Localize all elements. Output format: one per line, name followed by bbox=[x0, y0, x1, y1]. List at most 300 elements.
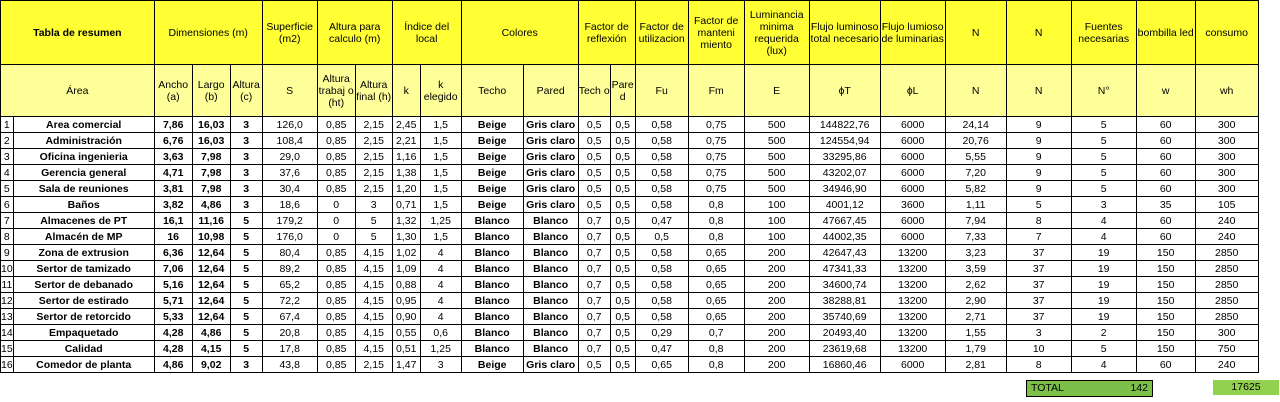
table-cell[interactable]: 0,58 bbox=[635, 245, 688, 261]
table-cell[interactable]: 30,4 bbox=[262, 181, 317, 197]
table-cell[interactable]: 0,85 bbox=[317, 133, 355, 149]
table-cell[interactable]: 0,85 bbox=[317, 117, 355, 133]
table-cell[interactable]: 35 bbox=[1136, 197, 1195, 213]
table-cell[interactable]: 5,71 bbox=[154, 293, 192, 309]
table-cell[interactable]: 9,02 bbox=[192, 357, 230, 373]
area-name-cell[interactable]: Sertor de debanado bbox=[13, 277, 154, 293]
table-cell[interactable]: 124554,94 bbox=[809, 133, 880, 149]
table-cell[interactable]: 126,0 bbox=[262, 117, 317, 133]
table-cell[interactable]: 19 bbox=[1071, 293, 1136, 309]
table-cell[interactable]: 0,7 bbox=[578, 261, 610, 277]
table-cell[interactable]: 13200 bbox=[880, 341, 945, 357]
table-cell[interactable]: 0,85 bbox=[317, 357, 355, 373]
table-cell[interactable]: 43202,07 bbox=[809, 165, 880, 181]
area-name-cell[interactable]: Sertor de estirado bbox=[13, 293, 154, 309]
table-cell[interactable]: 20493,40 bbox=[809, 325, 880, 341]
table-cell[interactable]: 0,58 bbox=[635, 181, 688, 197]
table-cell[interactable]: 1,16 bbox=[392, 149, 420, 165]
table-cell[interactable]: 12,64 bbox=[192, 309, 230, 325]
table-cell[interactable]: Blanco bbox=[523, 341, 578, 357]
table-cell[interactable]: 89,2 bbox=[262, 261, 317, 277]
table-cell[interactable]: 43,8 bbox=[262, 357, 317, 373]
area-name-cell[interactable]: Gerencia general bbox=[13, 165, 154, 181]
table-cell[interactable]: 1,25 bbox=[420, 213, 461, 229]
table-cell[interactable]: 19 bbox=[1071, 277, 1136, 293]
table-cell[interactable]: 105 bbox=[1195, 197, 1258, 213]
table-cell[interactable]: 2,15 bbox=[355, 117, 392, 133]
table-cell[interactable]: 2 bbox=[1071, 325, 1136, 341]
table-cell[interactable]: 3 bbox=[420, 357, 461, 373]
table-cell[interactable]: 4,15 bbox=[192, 341, 230, 357]
table-cell[interactable]: 33295,86 bbox=[809, 149, 880, 165]
table-cell[interactable]: 0,85 bbox=[317, 277, 355, 293]
table-cell[interactable]: 60 bbox=[1136, 117, 1195, 133]
group-factor-utilizacion[interactable]: Factor de utilizacion bbox=[635, 1, 688, 65]
table-cell[interactable]: 0,75 bbox=[688, 133, 744, 149]
table-cell[interactable]: 4,28 bbox=[154, 325, 192, 341]
table-cell[interactable]: 0 bbox=[317, 229, 355, 245]
sub-s[interactable]: S bbox=[262, 65, 317, 117]
table-cell[interactable]: 7,06 bbox=[154, 261, 192, 277]
table-cell[interactable]: 12,64 bbox=[192, 293, 230, 309]
table-cell[interactable]: 80,4 bbox=[262, 245, 317, 261]
sub-n-degree[interactable]: N° bbox=[1071, 65, 1136, 117]
table-cell[interactable]: 20,76 bbox=[945, 133, 1006, 149]
table-cell[interactable]: 0,65 bbox=[635, 357, 688, 373]
table-cell[interactable]: 7,33 bbox=[945, 229, 1006, 245]
table-cell[interactable]: 1,09 bbox=[392, 261, 420, 277]
table-cell[interactable]: 60 bbox=[1136, 357, 1195, 373]
table-cell[interactable]: 3,81 bbox=[154, 181, 192, 197]
table-cell[interactable]: 3 bbox=[230, 197, 262, 213]
table-cell[interactable]: Blanco bbox=[461, 213, 523, 229]
table-cell[interactable]: 60 bbox=[1136, 149, 1195, 165]
table-cell[interactable]: 0,5 bbox=[610, 181, 635, 197]
table-cell[interactable]: 1,79 bbox=[945, 341, 1006, 357]
table-cell[interactable]: 0,58 bbox=[635, 133, 688, 149]
table-cell[interactable]: 65,2 bbox=[262, 277, 317, 293]
table-cell[interactable]: 18,6 bbox=[262, 197, 317, 213]
table-cell[interactable]: 0,5 bbox=[610, 117, 635, 133]
table-cell[interactable]: 7,94 bbox=[945, 213, 1006, 229]
sub-w[interactable]: w bbox=[1136, 65, 1195, 117]
table-cell[interactable]: 500 bbox=[744, 181, 809, 197]
table-cell[interactable]: 0,5 bbox=[610, 197, 635, 213]
area-name-cell[interactable]: Zona de extrusion bbox=[13, 245, 154, 261]
table-cell[interactable]: 6000 bbox=[880, 357, 945, 373]
table-cell[interactable]: 6,76 bbox=[154, 133, 192, 149]
sub-k[interactable]: k bbox=[392, 65, 420, 117]
table-cell[interactable]: 6,36 bbox=[154, 245, 192, 261]
group-factor-mantenimiento[interactable]: Factor de manteni miento bbox=[688, 1, 744, 65]
table-cell[interactable]: 176,0 bbox=[262, 229, 317, 245]
table-cell[interactable]: 0,65 bbox=[688, 309, 744, 325]
group-n-2[interactable]: N bbox=[1006, 1, 1071, 65]
table-cell[interactable]: 5 bbox=[1071, 133, 1136, 149]
row-number-cell[interactable]: 13 bbox=[1, 310, 13, 323]
area-name-cell[interactable]: Almacén de MP bbox=[13, 229, 154, 245]
sub-techo[interactable]: Techo bbox=[461, 65, 523, 117]
table-cell[interactable]: 0,5 bbox=[610, 325, 635, 341]
sub-techo-reflexion[interactable]: Tech o bbox=[578, 65, 610, 117]
table-cell[interactable]: 0,5 bbox=[610, 277, 635, 293]
sub-phi-t[interactable]: ɸT bbox=[809, 65, 880, 117]
table-cell[interactable]: Blanco bbox=[461, 293, 523, 309]
table-cell[interactable]: 500 bbox=[744, 117, 809, 133]
table-cell[interactable]: 4 bbox=[420, 261, 461, 277]
table-cell[interactable]: 6000 bbox=[880, 149, 945, 165]
table-cell[interactable]: 20,8 bbox=[262, 325, 317, 341]
table-cell[interactable]: 19 bbox=[1071, 261, 1136, 277]
table-cell[interactable]: Blanco bbox=[523, 309, 578, 325]
table-cell[interactable]: 0,8 bbox=[688, 357, 744, 373]
row-number-cell[interactable]: 12 bbox=[1, 294, 13, 307]
table-cell[interactable]: 3 bbox=[230, 165, 262, 181]
table-cell[interactable]: 4 bbox=[1071, 357, 1136, 373]
table-cell[interactable]: 4 bbox=[420, 309, 461, 325]
table-cell[interactable]: 5 bbox=[230, 341, 262, 357]
table-cell[interactable]: 3 bbox=[230, 181, 262, 197]
row-number-cell[interactable]: 11 bbox=[1, 278, 13, 291]
table-cell[interactable]: 500 bbox=[744, 149, 809, 165]
table-cell[interactable]: 1,25 bbox=[420, 341, 461, 357]
table-cell[interactable]: 13200 bbox=[880, 325, 945, 341]
table-cell[interactable]: 16860,46 bbox=[809, 357, 880, 373]
table-cell[interactable]: Blanco bbox=[461, 261, 523, 277]
table-cell[interactable]: 13200 bbox=[880, 309, 945, 325]
table-cell[interactable]: Blanco bbox=[523, 229, 578, 245]
table-cell[interactable]: 44002,35 bbox=[809, 229, 880, 245]
table-cell[interactable]: 1,5 bbox=[420, 117, 461, 133]
area-name-cell[interactable]: Administración bbox=[13, 133, 154, 149]
row-number-cell[interactable]: 7 bbox=[1, 213, 14, 229]
table-cell[interactable]: 150 bbox=[1136, 245, 1195, 261]
table-cell[interactable]: 2,81 bbox=[945, 357, 1006, 373]
row-number-cell[interactable]: 10 bbox=[1, 262, 13, 275]
table-cell[interactable]: 0,5 bbox=[610, 261, 635, 277]
table-cell[interactable]: 300 bbox=[1195, 325, 1258, 341]
table-cell[interactable]: 42647,43 bbox=[809, 245, 880, 261]
table-cell[interactable]: 0,47 bbox=[635, 213, 688, 229]
table-cell[interactable]: 9 bbox=[1006, 181, 1071, 197]
group-indice-local[interactable]: Índice del local bbox=[392, 1, 461, 65]
group-superficie[interactable]: Superficie (m2) bbox=[262, 1, 317, 65]
table-cell[interactable]: 9 bbox=[1006, 117, 1071, 133]
table-cell[interactable]: 37 bbox=[1006, 261, 1071, 277]
table-cell[interactable]: 5 bbox=[230, 229, 262, 245]
table-cell[interactable]: 2,62 bbox=[945, 277, 1006, 293]
table-cell[interactable]: 0,58 bbox=[635, 277, 688, 293]
sub-wh[interactable]: wh bbox=[1195, 65, 1258, 117]
table-cell[interactable]: 60 bbox=[1136, 229, 1195, 245]
table-cell[interactable]: 240 bbox=[1195, 357, 1258, 373]
table-cell[interactable]: 4,86 bbox=[192, 325, 230, 341]
table-cell[interactable]: Blanco bbox=[523, 277, 578, 293]
table-cell[interactable]: Blanco bbox=[461, 325, 523, 341]
table-cell[interactable]: 4,15 bbox=[355, 293, 392, 309]
table-cell[interactable]: 0,7 bbox=[578, 229, 610, 245]
table-cell[interactable]: 300 bbox=[1195, 165, 1258, 181]
table-cell[interactable]: 0,85 bbox=[317, 309, 355, 325]
table-cell[interactable]: 4,15 bbox=[355, 277, 392, 293]
table-cell[interactable]: 300 bbox=[1195, 149, 1258, 165]
table-cell[interactable]: 4 bbox=[420, 277, 461, 293]
sub-phi-l[interactable]: ɸL bbox=[880, 65, 945, 117]
table-cell[interactable]: 4,15 bbox=[355, 325, 392, 341]
table-cell[interactable]: 1,11 bbox=[945, 197, 1006, 213]
table-cell[interactable]: 0,5 bbox=[578, 133, 610, 149]
table-cell[interactable]: 240 bbox=[1195, 229, 1258, 245]
table-cell[interactable]: 60 bbox=[1136, 213, 1195, 229]
table-cell[interactable]: 300 bbox=[1195, 133, 1258, 149]
table-cell[interactable]: Gris claro bbox=[523, 181, 578, 197]
sub-fm[interactable]: Fm bbox=[688, 65, 744, 117]
table-cell[interactable]: 200 bbox=[744, 341, 809, 357]
table-cell[interactable]: 37 bbox=[1006, 245, 1071, 261]
table-cell[interactable]: 150 bbox=[1136, 309, 1195, 325]
table-cell[interactable]: 7 bbox=[1006, 229, 1071, 245]
table-cell[interactable]: 7,98 bbox=[192, 149, 230, 165]
row-number-cell[interactable]: 9 bbox=[1, 245, 14, 261]
table-cell[interactable]: Blanco bbox=[523, 245, 578, 261]
table-cell[interactable]: 1,5 bbox=[420, 181, 461, 197]
table-cell[interactable]: Blanco bbox=[461, 341, 523, 357]
row-number-cell[interactable]: 2 bbox=[1, 133, 14, 149]
table-cell[interactable]: 1,02 bbox=[392, 245, 420, 261]
table-cell[interactable]: 7,20 bbox=[945, 165, 1006, 181]
table-cell[interactable]: 0,65 bbox=[688, 277, 744, 293]
group-flujo-luminarias[interactable]: Flujo lumioso de luminarias bbox=[880, 1, 945, 65]
table-cell[interactable]: 4,28 bbox=[154, 341, 192, 357]
sub-altura-trabajo[interactable]: Altura trabaj o (ht) bbox=[317, 65, 355, 117]
table-cell[interactable]: 4 bbox=[420, 245, 461, 261]
group-n-1[interactable]: N bbox=[945, 1, 1006, 65]
row-number-cell[interactable]: 16 bbox=[1, 358, 13, 371]
table-cell[interactable]: 100 bbox=[744, 229, 809, 245]
table-cell[interactable]: 0,58 bbox=[635, 293, 688, 309]
table-cell[interactable]: Beige bbox=[461, 197, 523, 213]
table-cell[interactable]: 34600,74 bbox=[809, 277, 880, 293]
table-cell[interactable]: 1,32 bbox=[392, 213, 420, 229]
table-cell[interactable]: 0,47 bbox=[635, 341, 688, 357]
table-cell[interactable]: 5 bbox=[230, 213, 262, 229]
row-number-cell[interactable]: 4 bbox=[1, 165, 14, 181]
table-cell[interactable]: 2850 bbox=[1195, 293, 1258, 309]
table-cell[interactable]: 150 bbox=[1136, 277, 1195, 293]
table-cell[interactable]: 12,64 bbox=[192, 261, 230, 277]
total-cell[interactable] bbox=[1026, 380, 1153, 397]
table-cell[interactable]: 0,5 bbox=[578, 357, 610, 373]
table-cell[interactable]: 6000 bbox=[880, 117, 945, 133]
table-cell[interactable]: 5 bbox=[230, 245, 262, 261]
table-cell[interactable]: 17,8 bbox=[262, 341, 317, 357]
table-cell[interactable]: 24,14 bbox=[945, 117, 1006, 133]
table-cell[interactable]: Beige bbox=[461, 117, 523, 133]
table-cell[interactable]: 5 bbox=[1071, 181, 1136, 197]
table-cell[interactable]: 0,6 bbox=[420, 325, 461, 341]
table-cell[interactable]: 10,98 bbox=[192, 229, 230, 245]
table-cell[interactable]: 6000 bbox=[880, 213, 945, 229]
table-cell[interactable]: 29,0 bbox=[262, 149, 317, 165]
table-cell[interactable]: 3600 bbox=[880, 197, 945, 213]
table-cell[interactable]: 5 bbox=[230, 261, 262, 277]
area-name-cell[interactable]: Sertor de tamizado bbox=[13, 261, 154, 277]
table-cell[interactable]: 9 bbox=[1006, 133, 1071, 149]
table-cell[interactable]: 0,75 bbox=[688, 181, 744, 197]
table-cell[interactable]: 0,55 bbox=[392, 325, 420, 341]
table-cell[interactable]: 0,5 bbox=[610, 229, 635, 245]
table-cell[interactable]: 0,7 bbox=[578, 341, 610, 357]
row-number-cell[interactable]: 8 bbox=[1, 229, 14, 245]
row-number-cell[interactable]: 6 bbox=[1, 197, 14, 213]
table-cell[interactable]: 0,85 bbox=[317, 293, 355, 309]
table-cell[interactable]: 13200 bbox=[880, 261, 945, 277]
table-cell[interactable]: 34946,90 bbox=[809, 181, 880, 197]
table-cell[interactable]: 5,55 bbox=[945, 149, 1006, 165]
table-cell[interactable]: Blanco bbox=[523, 213, 578, 229]
table-cell[interactable]: 5 bbox=[230, 277, 262, 293]
table-cell[interactable]: 37 bbox=[1006, 293, 1071, 309]
table-cell[interactable]: 0,85 bbox=[317, 325, 355, 341]
table-cell[interactable]: Beige bbox=[461, 357, 523, 373]
table-cell[interactable]: 4,15 bbox=[355, 341, 392, 357]
table-cell[interactable]: 200 bbox=[744, 325, 809, 341]
table-cell[interactable]: 13200 bbox=[880, 293, 945, 309]
sub-pared-reflexion[interactable]: Pare d bbox=[610, 65, 635, 117]
table-cell[interactable]: 2,15 bbox=[355, 357, 392, 373]
table-cell[interactable]: 200 bbox=[744, 357, 809, 373]
table-cell[interactable]: 0,5 bbox=[578, 165, 610, 181]
table-cell[interactable]: 0,85 bbox=[317, 149, 355, 165]
table-cell[interactable]: 3 bbox=[230, 357, 262, 373]
table-cell[interactable]: 4 bbox=[1071, 213, 1136, 229]
table-cell[interactable]: 4 bbox=[420, 293, 461, 309]
table-cell[interactable]: 0,7 bbox=[578, 325, 610, 341]
table-cell[interactable]: 500 bbox=[744, 133, 809, 149]
table-cell[interactable]: 0,58 bbox=[635, 149, 688, 165]
table-cell[interactable]: 38288,81 bbox=[809, 293, 880, 309]
table-cell[interactable]: 150 bbox=[1136, 341, 1195, 357]
table-cell[interactable]: 13200 bbox=[880, 277, 945, 293]
table-cell[interactable]: Blanco bbox=[523, 261, 578, 277]
table-cell[interactable]: 0,7 bbox=[578, 245, 610, 261]
table-cell[interactable]: 0,7 bbox=[578, 213, 610, 229]
table-cell[interactable]: 0,5 bbox=[610, 149, 635, 165]
table-cell[interactable]: 0,7 bbox=[578, 293, 610, 309]
table-cell[interactable]: 100 bbox=[744, 197, 809, 213]
table-cell[interactable]: 0,8 bbox=[688, 213, 744, 229]
table-cell[interactable]: 5 bbox=[355, 229, 392, 245]
table-cell[interactable]: 0,58 bbox=[635, 117, 688, 133]
table-cell[interactable]: 2,90 bbox=[945, 293, 1006, 309]
area-name-cell[interactable]: Sala de reuniones bbox=[13, 181, 154, 197]
row-number-cell[interactable]: 15 bbox=[1, 342, 13, 355]
table-cell[interactable]: 0,58 bbox=[635, 261, 688, 277]
table-cell[interactable]: 1,55 bbox=[945, 325, 1006, 341]
table-cell[interactable]: 0,5 bbox=[610, 165, 635, 181]
table-cell[interactable]: 0,88 bbox=[392, 277, 420, 293]
table-cell[interactable]: 0,90 bbox=[392, 309, 420, 325]
table-cell[interactable]: 0,75 bbox=[688, 149, 744, 165]
sub-ancho[interactable]: Ancho (a) bbox=[154, 65, 192, 117]
area-name-cell[interactable]: Sertor de retorcido bbox=[13, 309, 154, 325]
row-number-cell[interactable]: 14 bbox=[1, 326, 13, 339]
table-cell[interactable]: 2,71 bbox=[945, 309, 1006, 325]
table-cell[interactable]: 60 bbox=[1136, 133, 1195, 149]
table-cell[interactable]: 0,7 bbox=[688, 325, 744, 341]
table-cell[interactable]: 23619,68 bbox=[809, 341, 880, 357]
group-consumo[interactable]: consumo bbox=[1195, 1, 1258, 65]
sub-n-2[interactable]: N bbox=[1006, 65, 1071, 117]
table-cell[interactable]: 3 bbox=[230, 133, 262, 149]
table-cell[interactable]: 0,5 bbox=[610, 213, 635, 229]
table-cell[interactable]: 6000 bbox=[880, 181, 945, 197]
row-number-cell[interactable]: 5 bbox=[1, 181, 14, 197]
table-cell[interactable]: 750 bbox=[1195, 341, 1258, 357]
table-cell[interactable]: 16,1 bbox=[154, 213, 192, 229]
table-cell[interactable]: 0,65 bbox=[688, 261, 744, 277]
group-altura-calculo[interactable]: Altura para calculo (m) bbox=[317, 1, 392, 65]
table-cell[interactable]: 7,98 bbox=[192, 165, 230, 181]
table-cell[interactable]: 200 bbox=[744, 245, 809, 261]
table-cell[interactable]: Gris claro bbox=[523, 149, 578, 165]
table-cell[interactable]: 0,58 bbox=[635, 165, 688, 181]
table-cell[interactable]: 4,86 bbox=[192, 197, 230, 213]
table-cell[interactable]: 3 bbox=[355, 197, 392, 213]
table-cell[interactable]: 0,85 bbox=[317, 165, 355, 181]
table-cell[interactable]: 1,5 bbox=[420, 165, 461, 181]
table-cell[interactable]: 300 bbox=[1195, 181, 1258, 197]
sub-altura[interactable]: Altura (c) bbox=[230, 65, 262, 117]
table-cell[interactable]: 5 bbox=[1071, 149, 1136, 165]
table-cell[interactable]: 2850 bbox=[1195, 277, 1258, 293]
table-cell[interactable]: 2850 bbox=[1195, 245, 1258, 261]
table-cell[interactable]: 0,8 bbox=[688, 197, 744, 213]
table-cell[interactable]: 1,5 bbox=[420, 197, 461, 213]
table-cell[interactable]: 108,4 bbox=[262, 133, 317, 149]
table-cell[interactable]: 0,5 bbox=[635, 229, 688, 245]
table-cell[interactable]: 3 bbox=[1071, 197, 1136, 213]
table-cell[interactable]: Gris claro bbox=[523, 133, 578, 149]
table-cell[interactable]: 0,7 bbox=[578, 277, 610, 293]
area-name-cell[interactable]: Comedor de planta bbox=[13, 357, 154, 373]
table-cell[interactable]: 3,82 bbox=[154, 197, 192, 213]
table-cell[interactable]: 0,5 bbox=[610, 341, 635, 357]
table-cell[interactable]: 5 bbox=[1071, 341, 1136, 357]
table-cell[interactable]: 4,86 bbox=[154, 357, 192, 373]
table-cell[interactable]: 200 bbox=[744, 293, 809, 309]
table-cell[interactable]: 0,8 bbox=[688, 341, 744, 357]
table-cell[interactable]: Gris claro bbox=[523, 117, 578, 133]
table-cell[interactable]: Gris claro bbox=[523, 197, 578, 213]
table-cell[interactable]: 300 bbox=[1195, 117, 1258, 133]
total-consumo-cell[interactable]: 17625 bbox=[1213, 380, 1279, 395]
table-cell[interactable]: 100 bbox=[744, 213, 809, 229]
area-name-cell[interactable]: Area comercial bbox=[13, 117, 154, 133]
table-cell[interactable]: 60 bbox=[1136, 165, 1195, 181]
table-cell[interactable]: 200 bbox=[744, 309, 809, 325]
table-cell[interactable]: 10 bbox=[1006, 341, 1071, 357]
table-cell[interactable]: 6000 bbox=[880, 133, 945, 149]
table-cell[interactable]: 1,20 bbox=[392, 181, 420, 197]
table-cell[interactable]: 37 bbox=[1006, 277, 1071, 293]
table-cell[interactable]: 200 bbox=[744, 277, 809, 293]
table-cell[interactable]: 3 bbox=[230, 149, 262, 165]
table-cell[interactable]: 37,6 bbox=[262, 165, 317, 181]
table-cell[interactable]: 3,63 bbox=[154, 149, 192, 165]
table-cell[interactable]: 19 bbox=[1071, 309, 1136, 325]
table-cell[interactable]: 12,64 bbox=[192, 245, 230, 261]
